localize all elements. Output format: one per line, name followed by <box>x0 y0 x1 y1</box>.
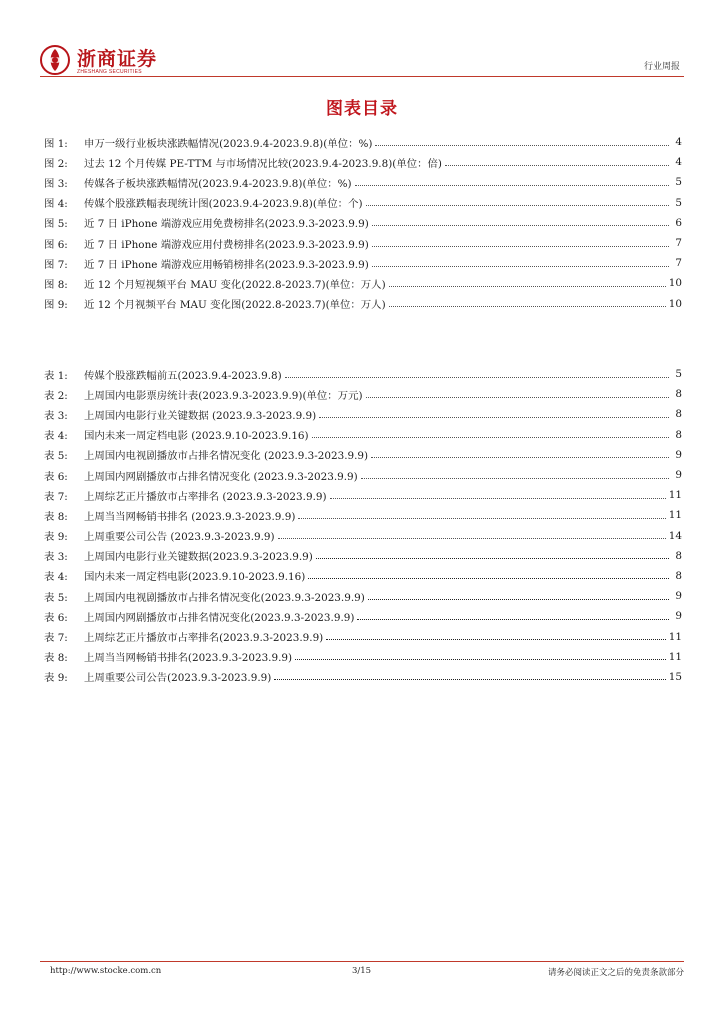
toc-entry-title[interactable]: 国内未来一周定档电影(2023.9.10-2023.9.16) <box>84 571 306 584</box>
toc-title: 图表目录 <box>326 99 398 119</box>
toc-entry-title[interactable]: 上周国内电影行业关键数据 (2023.9.3-2023.9.9) <box>84 409 317 422</box>
toc-entry-title[interactable]: 上周国内网剧播放市占排名情况变化(2023.9.3-2023.9.9) <box>84 611 355 624</box>
report-type: 行业周报 <box>643 62 680 72</box>
toc-leader-dots <box>316 558 669 559</box>
toc-entry[interactable] <box>44 132 682 152</box>
toc-entry-page[interactable]: 9 <box>675 448 682 461</box>
page-number: 3/15 <box>352 966 372 976</box>
toc-entry-page[interactable]: 8 <box>675 388 682 401</box>
toc-leader-dots <box>312 437 669 438</box>
page-header <box>40 42 684 76</box>
toc-entry-page[interactable]: 7 <box>675 237 682 250</box>
toc-entry-title[interactable]: 近 12 个月短视频平台 MAU 变化(2022.8-2023.7)(单位：万人) <box>84 278 386 291</box>
toc-entry-title[interactable]: 上周当当网畅销书排名(2023.9.3-2023.9.9) <box>84 652 293 665</box>
toc-entry[interactable] <box>44 626 682 646</box>
toc-entry-page[interactable]: 14 <box>668 529 682 542</box>
toc-entry[interactable] <box>44 364 682 384</box>
toc-entry-title[interactable]: 国内未来一周定档电影 (2023.9.10-2023.9.16) <box>84 430 309 443</box>
toc-entry[interactable] <box>44 273 682 293</box>
toc-entry-title[interactable]: 上周国内电影票房统计表(2023.9.3-2023.9.9)(单位：万元) <box>84 389 363 402</box>
toc-entry-page[interactable]: 4 <box>675 136 682 149</box>
toc-entry-title[interactable]: 传媒各子板块涨跌幅情况(2023.9.4-2023.9.8)(单位：%) <box>84 177 352 190</box>
toc-entry-label: 表 3: <box>44 551 68 564</box>
toc-entry-label: 图 9: <box>44 299 68 312</box>
toc-entry-page[interactable]: 11 <box>668 650 682 663</box>
zheshang-logo-icon <box>40 45 70 75</box>
toc-entry-label: 表 3: <box>44 409 68 422</box>
toc-entry-label: 图 2: <box>44 157 68 170</box>
toc-leader-dots <box>372 266 669 267</box>
toc-entry-title[interactable]: 上周综艺正片播放市占率排名 (2023.9.3-2023.9.9) <box>84 490 327 503</box>
toc-entry[interactable] <box>44 566 682 586</box>
toc-entry-title[interactable]: 过去 12 个月传媒 PE-TTM 与市场情况比较(2023.9.4-2023.9.8)(单位：倍) <box>84 157 442 170</box>
toc-leader-dots <box>371 457 669 458</box>
toc-leader-dots <box>372 225 669 226</box>
toc-entry[interactable] <box>44 253 682 273</box>
toc-entry[interactable] <box>44 294 682 314</box>
toc-entry-page[interactable]: 10 <box>668 277 682 290</box>
toc-entry[interactable] <box>44 526 682 546</box>
toc-entry[interactable] <box>44 213 682 233</box>
toc-leader-dots <box>285 377 669 378</box>
toc-entry-page[interactable]: 9 <box>675 469 682 482</box>
toc-leader-dots <box>355 185 669 186</box>
toc-entry-title[interactable]: 传媒个股涨跌幅表现统计图(2023.9.4-2023.9.8)(单位：个) <box>84 198 363 211</box>
footer-url[interactable]: http://www.stocke.com.cn <box>50 966 162 976</box>
toc-entry-page[interactable]: 11 <box>668 489 682 502</box>
toc-entry-page[interactable]: 9 <box>675 610 682 623</box>
toc-entry[interactable] <box>44 606 682 626</box>
toc-leader-dots <box>375 145 669 146</box>
toc-leader-dots <box>357 619 669 620</box>
toc-entry-page[interactable]: 5 <box>675 176 682 189</box>
toc-entry-title[interactable]: 上周重要公司公告 (2023.9.3-2023.9.9) <box>84 531 275 544</box>
logo-text-en: ZHESHANG SECURITIES <box>77 69 142 75</box>
toc-entry[interactable] <box>44 465 682 485</box>
toc-entry[interactable] <box>44 586 682 606</box>
toc-entry-title[interactable]: 上周国内电视剧播放市占排名情况变化 (2023.9.3-2023.9.9) <box>84 450 369 463</box>
toc-entry-label: 图 4: <box>44 198 68 211</box>
toc-leader-dots <box>274 679 665 680</box>
toc-leader-dots <box>278 538 666 539</box>
toc-entry-label: 表 9: <box>44 672 68 685</box>
toc-entry-label: 表 1: <box>44 369 68 382</box>
toc-entry-page[interactable]: 5 <box>675 368 682 381</box>
toc-leader-dots <box>372 246 669 247</box>
toc-leader-dots <box>368 599 669 600</box>
toc-entry[interactable] <box>44 485 682 505</box>
toc-entry-page[interactable]: 7 <box>675 257 682 270</box>
toc-entry-page[interactable]: 9 <box>675 590 682 603</box>
toc-entry-title[interactable]: 上周当当网畅销书排名 (2023.9.3-2023.9.9) <box>84 510 296 523</box>
toc-entry-page[interactable]: 15 <box>668 670 682 683</box>
toc-entry-label: 表 7: <box>44 632 68 645</box>
footer-disclaimer: 请务必阅读正文之后的免责条款部分 <box>547 968 684 978</box>
toc-leader-dots <box>326 639 666 640</box>
toc-entry-label: 表 4: <box>44 430 68 443</box>
toc-leader-dots <box>330 498 666 499</box>
figure-list <box>44 132 682 314</box>
toc-entry-label: 图 7: <box>44 258 68 271</box>
toc-entry[interactable] <box>44 425 682 445</box>
toc-entry-page[interactable]: 8 <box>675 569 682 582</box>
toc-entry-label: 图 8: <box>44 278 68 291</box>
table-list <box>44 364 682 687</box>
toc-entry-label: 图 3: <box>44 177 68 190</box>
toc-entry-page[interactable]: 4 <box>675 156 682 169</box>
toc-entry-title[interactable]: 上周国内电视剧播放市占排名情况变化(2023.9.3-2023.9.9) <box>84 591 365 604</box>
toc-entry[interactable] <box>44 667 682 687</box>
toc-entry-title[interactable]: 上周综艺正片播放市占率排名(2023.9.3-2023.9.9) <box>84 632 324 645</box>
toc-entry-title[interactable]: 近 7 日 iPhone 端游戏应用付费榜排名(2023.9.3-2023.9.9) <box>84 238 369 251</box>
toc-entry[interactable] <box>44 404 682 424</box>
toc-entry-title[interactable]: 传媒个股涨跌幅前五(2023.9.4-2023.9.8) <box>84 369 282 382</box>
toc-leader-dots <box>361 478 669 479</box>
toc-leader-dots <box>366 205 669 206</box>
footer-divider <box>40 961 684 962</box>
toc-entry[interactable] <box>44 193 682 213</box>
header-divider <box>40 76 684 77</box>
toc-entry[interactable] <box>44 505 682 525</box>
toc-entry-label: 表 7: <box>44 490 68 503</box>
toc-leader-dots <box>308 578 669 579</box>
toc-leader-dots <box>298 518 665 519</box>
toc-entry-label: 表 6: <box>44 470 68 483</box>
logo-text-cn: 浙商证券 <box>77 48 158 70</box>
toc-entry[interactable] <box>44 384 682 404</box>
toc-entry-label: 图 1: <box>44 137 68 150</box>
toc-leader-dots <box>445 165 669 166</box>
toc-leader-dots <box>366 397 669 398</box>
toc-entry-label: 表 9: <box>44 531 68 544</box>
toc-entry-title[interactable]: 申万一级行业板块涨跌幅情况(2023.9.4-2023.9.8)(单位：%) <box>84 137 373 150</box>
toc-entry-label: 图 5: <box>44 218 68 231</box>
toc-entry-page[interactable]: 5 <box>675 196 682 209</box>
toc-entry[interactable] <box>44 172 682 192</box>
toc-entry-page[interactable]: 8 <box>675 408 682 421</box>
toc-leader-dots <box>389 286 666 287</box>
toc-entry-page[interactable]: 8 <box>675 549 682 562</box>
toc-entry-label: 表 5: <box>44 450 68 463</box>
toc-entry-page[interactable]: 10 <box>668 297 682 310</box>
toc-leader-dots <box>295 659 666 660</box>
toc-entry-label: 表 4: <box>44 571 68 584</box>
toc-leader-dots <box>319 417 669 418</box>
toc-entry[interactable] <box>44 152 682 172</box>
toc-entry-page[interactable]: 8 <box>675 428 682 441</box>
toc-entry-page[interactable]: 6 <box>675 216 682 229</box>
toc-entry[interactable] <box>44 445 682 465</box>
toc-entry-page[interactable]: 11 <box>668 509 682 522</box>
toc-entry[interactable] <box>44 233 682 253</box>
toc-entry-label: 图 6: <box>44 238 68 251</box>
toc-entry-title[interactable]: 近 7 日 iPhone 端游戏应用免费榜排名(2023.9.3-2023.9.9) <box>84 218 369 231</box>
toc-entry-title[interactable]: 上周国内网剧播放市占排名情况变化 (2023.9.3-2023.9.9) <box>84 470 358 483</box>
toc-entry-label: 表 2: <box>44 389 68 402</box>
toc-entry-title[interactable]: 上周国内电影行业关键数据(2023.9.3-2023.9.9) <box>84 551 313 564</box>
toc-entry[interactable] <box>44 546 682 566</box>
toc-entry-page[interactable]: 11 <box>668 630 682 643</box>
toc-leader-dots <box>389 306 666 307</box>
toc-entry[interactable] <box>44 647 682 667</box>
toc-entry-label: 表 8: <box>44 652 68 665</box>
toc-entry-label: 表 5: <box>44 591 68 604</box>
toc-entry-label: 表 6: <box>44 611 68 624</box>
toc-entry-title[interactable]: 上周重要公司公告(2023.9.3-2023.9.9) <box>84 672 272 685</box>
toc-entry-label: 表 8: <box>44 510 68 523</box>
toc-entry-title[interactable]: 近 12 个月视频平台 MAU 变化图(2022.8-2023.7)(单位：万人) <box>84 299 386 312</box>
toc-entry-title[interactable]: 近 7 日 iPhone 端游戏应用畅销榜排名(2023.9.3-2023.9.9) <box>84 258 369 271</box>
